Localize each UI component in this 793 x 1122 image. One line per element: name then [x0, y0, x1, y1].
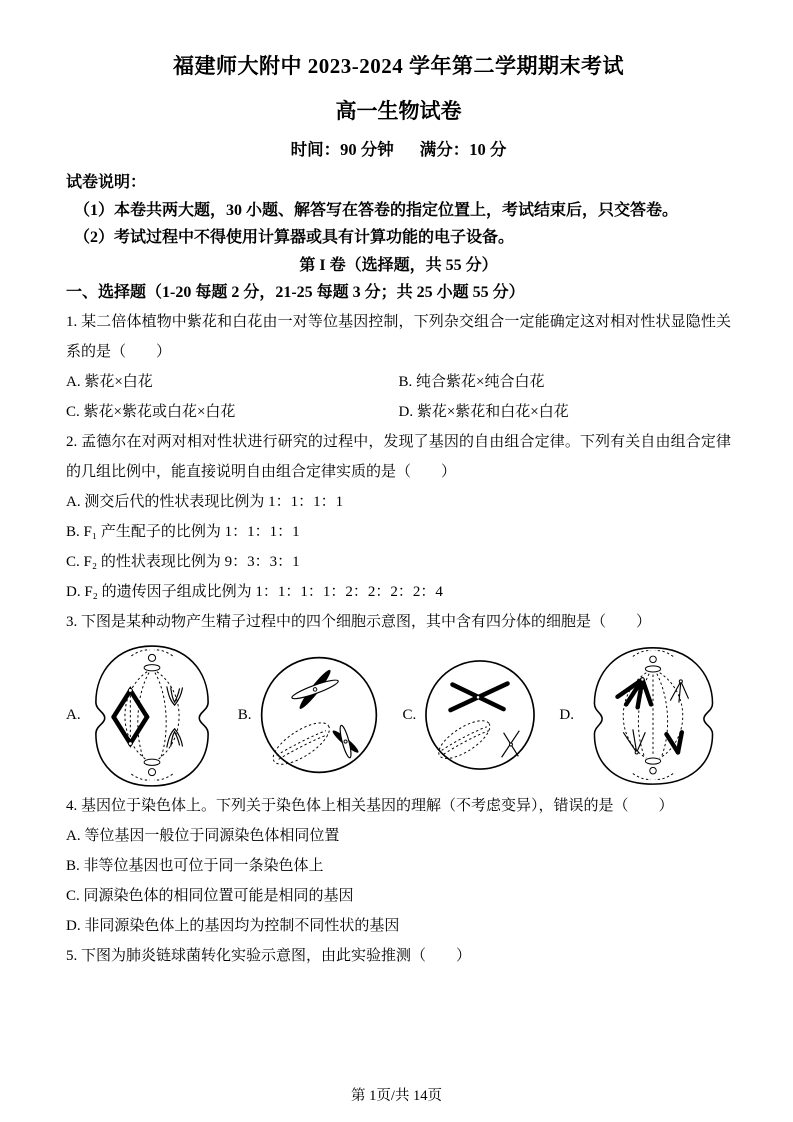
figure-label-d: D. — [559, 706, 574, 723]
section1-heading: 一、选择题（1-20 每题 2 分，21-25 每题 3 分；共 25 小题 55 分） — [66, 284, 525, 301]
exam-instructions — [66, 169, 731, 252]
question-1 — [66, 307, 731, 427]
question-2-option-c: C. F₂ 的性状表现比例为 9：3：3：1 — [66, 553, 300, 570]
page-number-indicator: 第 1页/共 14页 — [350, 1088, 443, 1104]
figure-label-b: B. — [237, 706, 252, 723]
question-1-option-d: D. 紫花×紫花和白花×白花 — [398, 403, 569, 420]
page-subtitle: 高一生物试卷 — [335, 99, 462, 123]
part1-heading: 第 I 卷（选择题，共 55 分） — [299, 256, 498, 274]
question-4 — [66, 791, 731, 941]
figure-label-c: C. — [402, 706, 417, 723]
instructions-heading: 试卷说明： — [66, 174, 147, 191]
question-1-options — [66, 367, 731, 427]
question-2 — [66, 427, 731, 607]
question-4-option-c: C. 同源染色体的相同位置可能是相同的基因 — [66, 887, 354, 904]
question-3-stem: 3. 下图是某种动物产生精子过程中的四个细胞示意图，其中含有四分体的细胞是（ ） — [66, 613, 652, 630]
question-4-stem: 4. 基因位于染色体上。下列关于染色体上相关基因的理解（不考虑变异），错误的是（ ） — [66, 797, 674, 814]
question-3-figures — [66, 639, 731, 791]
figure-option-c — [403, 658, 538, 772]
figure-option-d — [559, 642, 725, 788]
instruction-item-1: （1）本卷共两大题，30 小题、解答写在答卷的指定位置上，考试结束后，只交答卷。 — [74, 201, 679, 219]
exam-meta — [66, 136, 731, 160]
figure-option-b — [238, 654, 381, 776]
centriole — [148, 654, 155, 661]
question-1-option-a: A. 紫花×白花 — [66, 373, 153, 390]
question-4-option-d: D. 非同源染色体上的基因均为控制不同性状的基因 — [66, 917, 400, 934]
question-5 — [66, 941, 731, 971]
page-title: 福建师大附中 2023-2024 学年第二学期期末考试 — [173, 54, 624, 78]
question-4-option-b: B. 非等位基因也可位于同一条染色体上 — [66, 857, 324, 874]
figure-label-a: A. — [66, 706, 81, 723]
question-1-option-b: B. 纯合紫花×纯合白花 — [398, 373, 545, 390]
question-3 — [66, 607, 731, 791]
cell-anaphase2-figure — [581, 642, 725, 788]
question-4-option-a: A. 等位基因一般位于同源染色体相同位置 — [66, 827, 340, 844]
question-2-option-d: D. F₂ 的遗传因子组成比例为 1：1：1：1：2：2：2：2：4 — [66, 583, 443, 600]
centriole — [650, 656, 657, 663]
cell-outline — [262, 657, 377, 772]
exam-time: 时间：90 分钟 — [290, 140, 394, 159]
figure-option-a — [66, 641, 216, 789]
instruction-item-2: （2）考试过程中不得使用计算器或具有计算功能的电子设备。 — [74, 229, 515, 246]
question-2-stem: 2. 孟德尔在对两对相对性状进行研究的过程中，发现了基因的自由组合定律。下列有关自由组合定律的几组比例中，能直接说明自由组合定律实质的是（ ） — [66, 433, 731, 480]
cell-tetrad-figure — [258, 654, 380, 776]
question-5-stem: 5. 下图为肺炎链球菌转化实验示意图，由此实验推测（ ） — [66, 947, 472, 964]
cell-outline — [426, 660, 534, 768]
exam-full-score: 满分：10 分 — [419, 140, 507, 159]
question-2-option-a: A. 测交后代的性状表现比例为 1：1：1：1 — [66, 493, 344, 510]
cell-prophase-figure — [423, 658, 537, 772]
question-1-stem: 1. 某二倍体植物中紫花和白花由一对等位基因控制，下列杂交组合一定能确定这对相对性状显隐性关系的是（ ） — [66, 313, 731, 360]
question-2-option-b: B. F₁ 产生配子的比例为 1：1：1：1 — [66, 523, 300, 540]
question-list — [66, 307, 731, 971]
cell-anaphase1-figure — [88, 641, 216, 789]
question-1-option-c: C. 紫花×紫花或白花×白花 — [66, 403, 236, 420]
